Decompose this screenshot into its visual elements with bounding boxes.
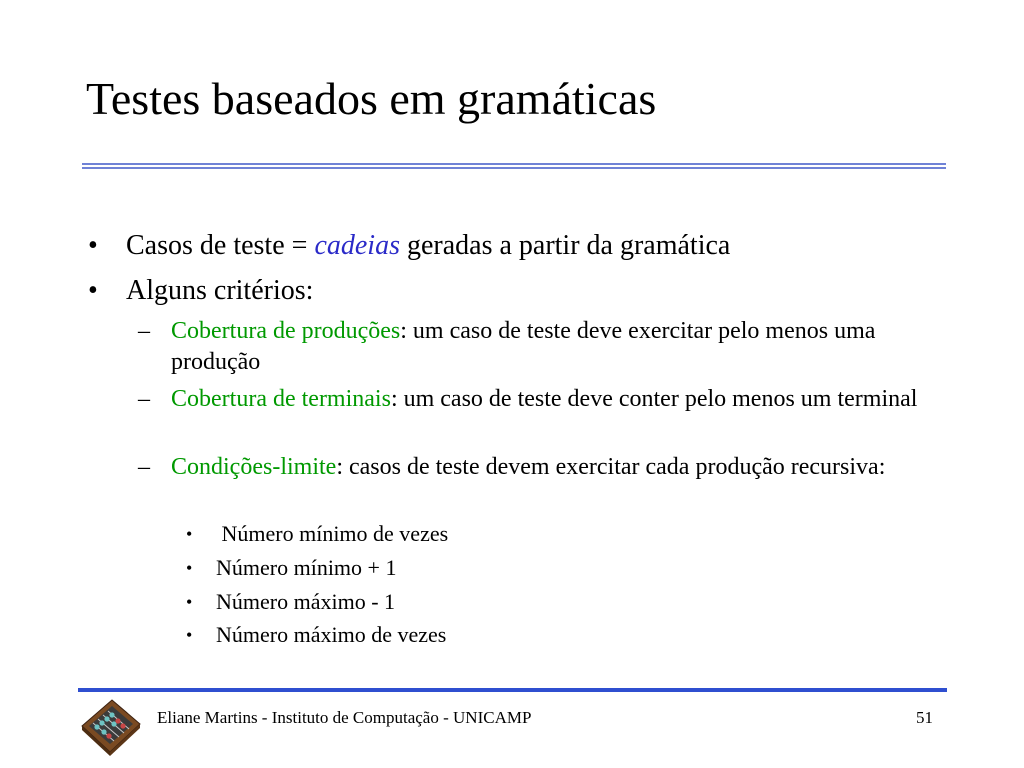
criterion-term: Condições-limite: [171, 454, 337, 480]
criterion-text: [171, 384, 921, 415]
bullet-text: Alguns critérios:: [126, 275, 314, 306]
sub-bullet-marker: •: [186, 625, 193, 645]
title-divider: [82, 163, 946, 169]
subitem-text: Número máximo - 1: [216, 589, 396, 614]
criterion-term: Cobertura de terminais: [171, 386, 391, 412]
sub-bullet-marker: •: [186, 558, 193, 578]
criterion-desc: : um caso de teste deve exercitar pelo menos uma produção: [171, 318, 876, 375]
criterion-term: Cobertura de produções: [171, 318, 401, 344]
subitem-text: Número mínimo + 1: [216, 555, 397, 580]
dash-marker: –: [138, 386, 150, 412]
footer-divider: [78, 688, 947, 692]
criterion-text: [171, 452, 921, 483]
dash-marker: –: [138, 454, 150, 480]
slide-title: Testes baseados em gramáticas: [86, 73, 657, 124]
bullet-text-prefix: Casos de teste =: [126, 230, 315, 261]
subitem-text: Número mínimo de vezes: [216, 521, 449, 546]
criterion-desc: : casos de teste devem exercitar cada produção recursiva:: [336, 454, 886, 480]
footer-credit: Eliane Martins - Instituto de Computação - UNICAMP: [157, 708, 532, 727]
sub-bullet-marker: •: [186, 592, 193, 612]
bullet-marker: •: [88, 275, 98, 306]
bullet-text-suffix: geradas a partir da gramática: [399, 230, 731, 261]
bullet-marker: •: [88, 230, 98, 261]
abacus-icon: [78, 696, 144, 756]
criterion-text: [171, 316, 921, 378]
bullet-text: [126, 229, 730, 263]
highlight-term: cadeias: [314, 230, 400, 261]
page-number: 51: [916, 708, 933, 727]
criterion-desc: : um caso de teste deve conter pelo menos um terminal: [390, 386, 918, 412]
dash-marker: –: [138, 318, 150, 344]
subitem-text: Número máximo de vezes: [216, 622, 447, 647]
sub-bullet-marker: •: [186, 524, 193, 544]
